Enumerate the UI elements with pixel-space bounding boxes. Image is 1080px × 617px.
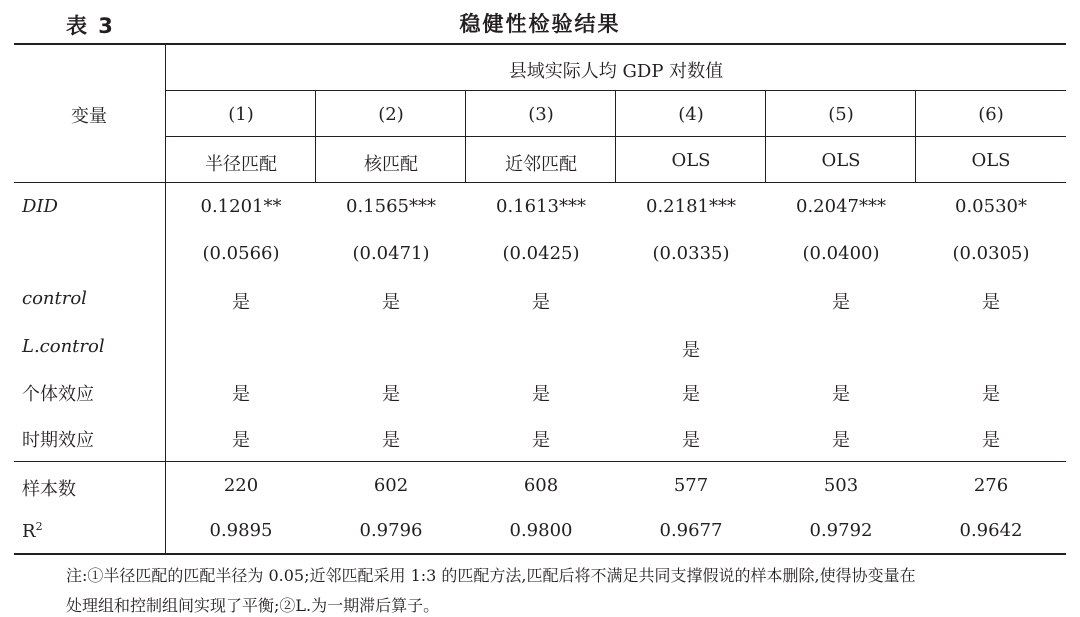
table-cell: 是	[532, 292, 550, 313]
table-cell: 0.2181***	[646, 196, 736, 217]
bottom-rule	[14, 553, 1066, 555]
column-number: (1)	[228, 104, 254, 125]
table-note-line: 处理组和控制组间实现了平衡;②L.为一期滞后算子。	[66, 596, 440, 615]
table-cell: 是	[682, 430, 700, 451]
table-cell: 577	[673, 475, 709, 496]
column-number: (5)	[828, 104, 854, 125]
table-cell: 602	[373, 475, 409, 496]
table-cell: (0.0425)	[502, 243, 580, 264]
top-rule	[14, 43, 1066, 45]
table-cell: (0.0305)	[952, 243, 1030, 264]
column-number: (4)	[678, 104, 704, 125]
table-cell: 608	[523, 475, 559, 496]
table-cell: 是	[382, 430, 400, 451]
row-label: 个体效应	[22, 384, 94, 405]
table-cell: 0.0530*	[955, 196, 1027, 217]
table-cell: 是	[832, 292, 850, 313]
column-method: 核匹配	[364, 154, 418, 175]
r-squared-superscript: 2	[35, 520, 43, 533]
table-cell: 0.9792	[809, 520, 873, 541]
table-cell: 是	[232, 292, 250, 313]
table-cell: 0.9800	[509, 520, 573, 541]
table-cell: 0.9895	[209, 520, 273, 541]
column-number-rule	[166, 136, 1066, 137]
table-cell: 是	[232, 384, 250, 405]
table-cell: 是	[382, 292, 400, 313]
table-cell: 276	[973, 475, 1009, 496]
stub-header: 变量	[71, 106, 107, 127]
spanner-header: 县域实际人均 GDP 对数值	[508, 61, 724, 82]
table-cell: 是	[232, 430, 250, 451]
table-cell: 0.9677	[659, 520, 723, 541]
column-method: 近邻匹配	[505, 154, 577, 175]
table-cell: 是	[982, 430, 1000, 451]
table-cell: 是	[982, 292, 1000, 313]
table-cell: 是	[832, 384, 850, 405]
table-note-line: 注:①半径匹配的匹配半径为 0.05;近邻匹配采用 1:3 的匹配方法,匹配后将不满足共同支撑假说的样本删除,使得协变量在	[66, 566, 916, 585]
column-method: OLS	[971, 150, 1011, 171]
table-cell: 是	[682, 340, 700, 361]
table-cell: 是	[982, 384, 1000, 405]
table-cell: 是	[832, 430, 850, 451]
stats-divider-rule	[14, 461, 1066, 462]
row-label: 时期效应	[22, 430, 94, 451]
r-squared-label: R	[22, 521, 36, 542]
table-cell: 0.1613***	[496, 196, 586, 217]
row-label	[22, 520, 43, 542]
table-cell: 0.9642	[959, 520, 1023, 541]
column-method: OLS	[671, 150, 711, 171]
header-bottom-rule	[14, 182, 1066, 183]
column-number: (6)	[978, 104, 1004, 125]
table-cell: 0.1201**	[200, 196, 282, 217]
row-label: L.control	[22, 336, 105, 357]
table-cell: 0.2047***	[796, 196, 886, 217]
table-cell: (0.0335)	[652, 243, 730, 264]
row-label: control	[22, 288, 87, 309]
row-label: DID	[22, 196, 58, 217]
table-cell: 是	[382, 384, 400, 405]
spanner-rule	[166, 90, 1066, 91]
table-cell: 0.9796	[359, 520, 423, 541]
table-cell: 220	[223, 475, 259, 496]
row-label: 样本数	[22, 479, 76, 500]
table-cell: (0.0400)	[802, 243, 880, 264]
column-method: OLS	[821, 150, 861, 171]
column-number: (3)	[528, 104, 554, 125]
table-caption	[0, 0, 1080, 40]
table-cell: 是	[532, 384, 550, 405]
table-cell: 0.1565***	[346, 196, 436, 217]
table-cell: (0.0471)	[352, 243, 430, 264]
table-number: 表 3	[66, 14, 115, 38]
column-number: (2)	[378, 104, 404, 125]
table-cell: 是	[532, 430, 550, 451]
column-method: 半径匹配	[205, 154, 277, 175]
table-cell: (0.0566)	[202, 243, 280, 264]
table-cell: 503	[823, 475, 859, 496]
table-title: 稳健性检验结果	[459, 12, 621, 36]
table-cell: 是	[682, 384, 700, 405]
